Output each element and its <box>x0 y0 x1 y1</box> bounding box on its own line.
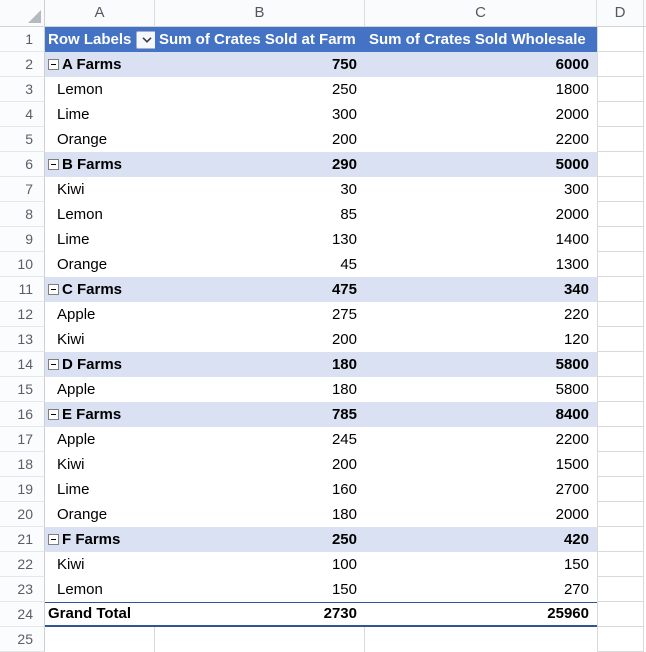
wholesale-value-cell[interactable] <box>365 127 597 152</box>
row-header-13[interactable]: 13 <box>0 327 45 352</box>
farm-value-text: 750 <box>331 56 357 73</box>
pivot-row-span <box>45 602 597 627</box>
select-all-icon <box>28 10 41 23</box>
item-label-cell[interactable] <box>45 327 155 352</box>
collapse-button[interactable] <box>48 159 59 170</box>
farm-value-cell[interactable] <box>155 152 365 177</box>
column-header-d[interactable]: D <box>597 0 644 26</box>
grid-row <box>0 327 646 352</box>
wholesale-value-text: 5000 <box>555 156 589 173</box>
row-header-1[interactable]: 1 <box>0 27 45 52</box>
wholesale-value-cell[interactable] <box>365 377 597 402</box>
pivot-row-span <box>45 27 597 52</box>
pivot-row-span <box>45 377 597 402</box>
row-header-19[interactable]: 19 <box>0 477 45 502</box>
grid-cell-column-d[interactable] <box>597 577 644 602</box>
farm-value-cell[interactable] <box>155 177 365 202</box>
pivot-row-span <box>45 527 597 552</box>
grid-cell-column-d[interactable] <box>597 402 644 427</box>
item-label-cell[interactable] <box>45 202 155 227</box>
empty-cell[interactable] <box>45 627 155 652</box>
row-header-23[interactable]: 23 <box>0 577 45 602</box>
wholesale-value-cell[interactable] <box>365 427 597 452</box>
wholesale-value-text: 1400 <box>555 231 589 248</box>
farm-value-text: 250 <box>331 81 357 98</box>
row-labels-text: Row Labels <box>48 31 132 48</box>
collapse-button[interactable] <box>48 359 59 370</box>
wholesale-value-text: 420 <box>563 531 589 548</box>
wholesale-value-cell[interactable] <box>365 102 597 127</box>
item-name-text: Orange <box>57 131 108 148</box>
group-name-text: C Farms <box>62 281 123 298</box>
wholesale-value-text: 2200 <box>555 431 589 448</box>
row-header-9[interactable]: 9 <box>0 227 45 252</box>
grid-cell-column-d[interactable] <box>597 177 644 202</box>
farm-value-cell[interactable] <box>155 552 365 577</box>
pivot-row-span <box>45 77 597 102</box>
row-header-24[interactable]: 24 <box>0 602 45 627</box>
farm-value-text: 200 <box>331 331 357 348</box>
grid-cell-column-d[interactable] <box>597 252 644 277</box>
item-name-text: Lime <box>57 106 90 123</box>
grid-row <box>0 527 646 552</box>
grid-row <box>0 77 646 102</box>
group-label-cell[interactable] <box>45 352 155 377</box>
row-header-12[interactable]: 12 <box>0 302 45 327</box>
grid-cell-column-d[interactable] <box>597 552 644 577</box>
grid-row <box>0 552 646 577</box>
collapse-button[interactable] <box>48 534 59 545</box>
row-labels-header-cell[interactable] <box>45 27 155 52</box>
grid-cell-column-d[interactable] <box>597 127 644 152</box>
row-header-17[interactable]: 17 <box>0 427 45 452</box>
pivot-row-span <box>45 577 597 602</box>
farm-value-cell[interactable] <box>155 77 365 102</box>
wholesale-value-cell[interactable] <box>365 552 597 577</box>
grid-row <box>0 277 646 302</box>
farm-value-cell[interactable] <box>155 452 365 477</box>
row-header-7[interactable]: 7 <box>0 177 45 202</box>
farm-value-text: 160 <box>331 481 357 498</box>
group-name-text: F Farms <box>62 531 121 548</box>
farm-value-text: 475 <box>331 281 357 298</box>
row-header-11[interactable]: 11 <box>0 277 45 302</box>
empty-cell[interactable] <box>155 627 365 652</box>
grid-row <box>0 252 646 277</box>
grid-cell-column-d[interactable] <box>597 502 644 527</box>
wholesale-value-cell[interactable] <box>365 452 597 477</box>
wholesale-value-text: 2000 <box>555 206 589 223</box>
item-name-text: Apple <box>57 306 96 323</box>
grand-total-text: Grand Total <box>48 605 132 622</box>
item-name-text: Apple <box>57 381 96 398</box>
collapse-button[interactable] <box>48 409 59 420</box>
pivot-row-span <box>45 127 597 152</box>
item-name-text: Lemon <box>57 81 103 98</box>
pivot-row-span <box>45 202 597 227</box>
grid-cell-column-d[interactable] <box>597 102 644 127</box>
pivot-row-span <box>45 452 597 477</box>
grid-row <box>0 402 646 427</box>
group-name-text: B Farms <box>62 156 123 173</box>
row-header-10[interactable]: 10 <box>0 252 45 277</box>
wholesale-value-text: 220 <box>563 306 589 323</box>
grid-cell-column-d[interactable] <box>597 277 644 302</box>
farm-value-cell[interactable] <box>155 127 365 152</box>
grid-row <box>0 27 646 52</box>
grid-cell-column-d[interactable] <box>597 627 644 652</box>
grid-row <box>0 127 646 152</box>
item-label-cell[interactable] <box>45 77 155 102</box>
group-label-cell[interactable] <box>45 527 155 552</box>
farm-value-cell[interactable] <box>155 227 365 252</box>
farm-value-text: 180 <box>331 506 357 523</box>
farm-value-cell[interactable] <box>155 102 365 127</box>
pivot-row-span <box>45 552 597 577</box>
item-label-cell[interactable] <box>45 427 155 452</box>
row-header-3[interactable]: 3 <box>0 77 45 102</box>
wholesale-value-text: 300 <box>563 181 589 198</box>
grid-row <box>0 502 646 527</box>
farm-value-cell[interactable] <box>155 252 365 277</box>
pivot-row-span <box>45 102 597 127</box>
grid-cell-column-d[interactable] <box>597 202 644 227</box>
grid-row <box>0 377 646 402</box>
grid-row <box>0 352 646 377</box>
pivot-row-span <box>45 502 597 527</box>
item-label-cell[interactable] <box>45 377 155 402</box>
farm-value-cell[interactable] <box>155 352 365 377</box>
item-name-text: Lime <box>57 231 90 248</box>
farm-value-text: 200 <box>331 131 357 148</box>
farm-value-text: 45 <box>340 256 357 273</box>
item-label-cell[interactable] <box>45 577 155 602</box>
pivot-row-span <box>45 152 597 177</box>
grid-cell-column-d[interactable] <box>597 477 644 502</box>
pivot-row-span <box>45 277 597 302</box>
farm-value-text: 130 <box>331 231 357 248</box>
farm-column-header-cell[interactable] <box>155 27 365 52</box>
wholesale-value-text: 2700 <box>555 481 589 498</box>
wholesale-value-text: 340 <box>563 281 589 298</box>
wholesale-value-text: 1500 <box>555 456 589 473</box>
wholesale-value-cell[interactable] <box>365 177 597 202</box>
wholesale-value-cell[interactable] <box>365 52 597 77</box>
wholesale-value-text: 150 <box>563 556 589 573</box>
grid-cell-column-d[interactable] <box>597 302 644 327</box>
farm-value-text: 150 <box>331 581 357 598</box>
grid-row <box>0 302 646 327</box>
wholesale-value-text: 6000 <box>555 56 589 73</box>
wholesale-value-text: 5800 <box>555 356 589 373</box>
wholesale-value-cell[interactable] <box>365 327 597 352</box>
row-header-14[interactable]: 14 <box>0 352 45 377</box>
grid-cell-column-d[interactable] <box>597 327 644 352</box>
farm-value-cell[interactable] <box>155 477 365 502</box>
farm-value-text: 100 <box>331 556 357 573</box>
farm-value-cell[interactable] <box>155 603 365 625</box>
wholesale-value-text: 2000 <box>555 506 589 523</box>
farm-value-cell[interactable] <box>155 377 365 402</box>
grid-cell-column-d[interactable] <box>597 602 644 627</box>
item-name-text: Kiwi <box>57 456 85 473</box>
grid-cell-column-d[interactable] <box>597 27 644 52</box>
wholesale-value-cell[interactable] <box>365 477 597 502</box>
wholesale-column-header-cell[interactable] <box>365 27 597 52</box>
item-label-cell[interactable] <box>45 477 155 502</box>
column-header-strip <box>0 0 646 27</box>
empty-cell[interactable] <box>365 627 597 652</box>
wholesale-value-cell[interactable] <box>365 352 597 377</box>
wholesale-value-cell[interactable] <box>365 402 597 427</box>
farm-value-cell[interactable] <box>155 427 365 452</box>
collapse-button[interactable] <box>48 59 59 70</box>
column-header-b[interactable]: B <box>155 0 365 26</box>
wholesale-value-text: 120 <box>563 331 589 348</box>
item-name-text: Orange <box>57 256 108 273</box>
grid-rows <box>0 27 646 652</box>
wholesale-value-text: 5800 <box>555 381 589 398</box>
pivot-row-span <box>45 427 597 452</box>
farm-value-text: 300 <box>331 106 357 123</box>
item-label-cell[interactable] <box>45 302 155 327</box>
farm-value-text: 290 <box>331 156 357 173</box>
group-label-cell[interactable] <box>45 152 155 177</box>
item-name-text: Kiwi <box>57 556 85 573</box>
item-label-cell[interactable] <box>45 552 155 577</box>
wholesale-total-text: 25960 <box>547 605 589 622</box>
farm-value-cell[interactable] <box>155 302 365 327</box>
row-header-5[interactable]: 5 <box>0 127 45 152</box>
group-label-cell[interactable] <box>45 52 155 77</box>
grid-row <box>0 627 646 652</box>
row-header-15[interactable]: 15 <box>0 377 45 402</box>
farm-value-text: 180 <box>331 356 357 373</box>
wholesale-value-cell[interactable] <box>365 252 597 277</box>
farm-value-text: 275 <box>331 306 357 323</box>
item-name-text: Kiwi <box>57 331 85 348</box>
pivot-row-span <box>45 477 597 502</box>
grid-cell-column-d[interactable] <box>597 352 644 377</box>
row-header-22[interactable]: 22 <box>0 552 45 577</box>
select-all-corner[interactable] <box>0 0 45 26</box>
item-label-cell[interactable] <box>45 502 155 527</box>
item-label-cell[interactable] <box>45 127 155 152</box>
row-header-21[interactable]: 21 <box>0 527 45 552</box>
grid-row <box>0 177 646 202</box>
wholesale-value-text: 1300 <box>555 256 589 273</box>
grid-row <box>0 52 646 77</box>
item-name-text: Lemon <box>57 206 103 223</box>
farm-value-text: 245 <box>331 431 357 448</box>
wholesale-value-text: 270 <box>563 581 589 598</box>
farm-value-text: 200 <box>331 456 357 473</box>
item-label-cell[interactable] <box>45 102 155 127</box>
pivot-row-span <box>45 402 597 427</box>
row-header-18[interactable]: 18 <box>0 452 45 477</box>
farm-value-cell[interactable] <box>155 577 365 602</box>
item-name-text: Lime <box>57 481 90 498</box>
grid-row <box>0 427 646 452</box>
row-header-2[interactable]: 2 <box>0 52 45 77</box>
grid-row <box>0 102 646 127</box>
group-name-text: D Farms <box>62 356 123 373</box>
farm-value-cell[interactable] <box>155 277 365 302</box>
wholesale-value-cell[interactable] <box>365 77 597 102</box>
item-name-text: Orange <box>57 506 108 523</box>
grid-cell-column-d[interactable] <box>597 52 644 77</box>
grid-row <box>0 227 646 252</box>
item-name-text: Lemon <box>57 581 103 598</box>
row-header-4[interactable]: 4 <box>0 102 45 127</box>
grid-cell-column-d[interactable] <box>597 227 644 252</box>
pivot-row-span <box>45 52 597 77</box>
wholesale-value-cell[interactable] <box>365 577 597 602</box>
grid-cell-column-d[interactable] <box>597 77 644 102</box>
wholesale-value-cell[interactable] <box>365 227 597 252</box>
column-header-a[interactable]: A <box>45 0 155 26</box>
row-header-6[interactable]: 6 <box>0 152 45 177</box>
item-name-text: Apple <box>57 431 96 448</box>
column-header-c[interactable]: C <box>365 0 597 26</box>
wholesale-value-text: 1800 <box>555 81 589 98</box>
farm-value-text: 180 <box>331 381 357 398</box>
row-header-16[interactable]: 16 <box>0 402 45 427</box>
wholesale-value-cell[interactable] <box>365 202 597 227</box>
group-name-text: A Farms <box>62 56 122 73</box>
farm-value-cell[interactable] <box>155 52 365 77</box>
collapse-button[interactable] <box>48 284 59 295</box>
wholesale-value-text: 2000 <box>555 106 589 123</box>
grid-row <box>0 577 646 602</box>
grand-total-label-cell[interactable] <box>45 603 155 625</box>
grid-cell-column-d[interactable] <box>597 452 644 477</box>
pivot-row-span <box>45 352 597 377</box>
wholesale-value-cell[interactable] <box>365 502 597 527</box>
farm-value-cell[interactable] <box>155 202 365 227</box>
chevron-down-icon <box>142 37 152 43</box>
farm-value-cell[interactable] <box>155 402 365 427</box>
item-label-cell[interactable] <box>45 452 155 477</box>
wholesale-value-text: 8400 <box>555 406 589 423</box>
item-label-cell[interactable] <box>45 252 155 277</box>
grid-row <box>0 202 646 227</box>
wholesale-value-cell[interactable] <box>365 302 597 327</box>
grid-cell-column-d[interactable] <box>597 527 644 552</box>
wholesale-column-header-text: Sum of Crates Sold Wholesale <box>369 31 586 48</box>
grid-cell-column-d[interactable] <box>597 377 644 402</box>
farm-total-text: 2730 <box>323 605 357 622</box>
grid-row <box>0 602 646 627</box>
grid-cell-column-d[interactable] <box>597 427 644 452</box>
grid-row <box>0 477 646 502</box>
grid-row <box>0 152 646 177</box>
farm-value-text: 30 <box>340 181 357 198</box>
farm-value-text: 85 <box>340 206 357 223</box>
row-header-25[interactable]: 25 <box>0 627 45 652</box>
pivot-row-span <box>45 327 597 352</box>
farm-value-cell[interactable] <box>155 327 365 352</box>
group-label-cell[interactable] <box>45 402 155 427</box>
farm-value-text: 785 <box>331 406 357 423</box>
farm-value-text: 250 <box>331 531 357 548</box>
row-labels-filter-button[interactable] <box>136 31 155 49</box>
farm-value-cell[interactable] <box>155 502 365 527</box>
row-header-8[interactable]: 8 <box>0 202 45 227</box>
wholesale-value-text: 2200 <box>555 131 589 148</box>
group-label-cell[interactable] <box>45 277 155 302</box>
item-label-cell[interactable] <box>45 177 155 202</box>
row-header-20[interactable]: 20 <box>0 502 45 527</box>
grid-row <box>0 452 646 477</box>
wholesale-value-cell[interactable] <box>365 277 597 302</box>
farm-column-header-text: Sum of Crates Sold at Farm <box>159 31 356 48</box>
pivot-row-span <box>45 302 597 327</box>
group-name-text: E Farms <box>62 406 122 423</box>
farm-value-cell[interactable] <box>155 527 365 552</box>
pivot-row-span <box>45 177 597 202</box>
wholesale-value-cell[interactable] <box>365 152 597 177</box>
item-name-text: Kiwi <box>57 181 85 198</box>
grid-cell-column-d[interactable] <box>597 152 644 177</box>
wholesale-value-cell[interactable] <box>365 527 597 552</box>
wholesale-value-cell[interactable] <box>365 603 597 625</box>
item-label-cell[interactable] <box>45 227 155 252</box>
pivot-row-span <box>45 252 597 277</box>
pivot-row-span <box>45 227 597 252</box>
